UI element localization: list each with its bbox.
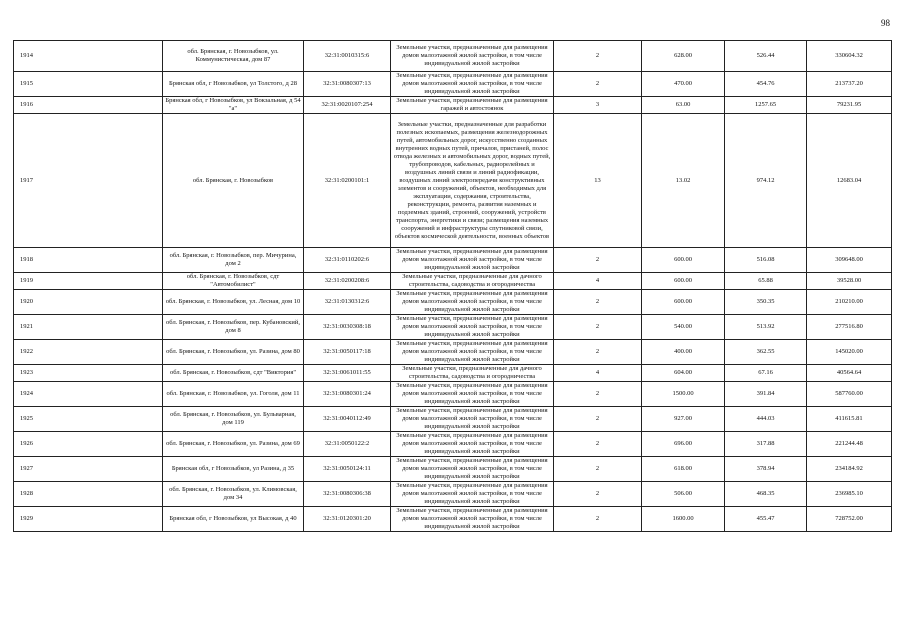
unit-value-cell: 513.92: [725, 315, 807, 340]
unit-value-cell: 454.76: [725, 72, 807, 97]
area-cell: 470.00: [642, 72, 725, 97]
group-number-cell: 4: [554, 365, 642, 382]
area-cell: 604.00: [642, 365, 725, 382]
table-body: [14, 41, 892, 532]
area-cell: 600.00: [642, 290, 725, 315]
area-cell: 600.00: [642, 248, 725, 273]
land-use-cell: Земельные участки, предназначенные для размещения домов малоэтажной жилой застройки, в том числе индивидуальной жилой застройки: [391, 457, 554, 482]
group-number-cell: 13: [554, 114, 642, 248]
area-cell: 540.00: [642, 315, 725, 340]
group-number-cell: 2: [554, 432, 642, 457]
area-cell: 696.00: [642, 432, 725, 457]
unit-value-cell: 350.35: [725, 290, 807, 315]
address-cell: обл. Брянская, г. Новозыбков, ул. Климовская, дом 34: [163, 482, 304, 507]
area-cell: 63.00: [642, 97, 725, 114]
land-use-cell: Земельные участки, предназначенные для дачного строительства, садоводства и огородничества: [391, 273, 554, 290]
row-number-cell: 1919: [14, 273, 163, 290]
area-cell: 1600.00: [642, 507, 725, 532]
cadastral-value-cell: 40564.64: [807, 365, 892, 382]
group-number-cell: 4: [554, 273, 642, 290]
area-cell: 400.00: [642, 340, 725, 365]
cadastral-value-cell: 234184.92: [807, 457, 892, 482]
cadastral-value-cell: 39528.00: [807, 273, 892, 290]
area-cell: 618.00: [642, 457, 725, 482]
land-use-cell: Земельные участки, предназначенные для размещения домов малоэтажной жилой застройки, в том числе индивидуальной жилой застройки: [391, 340, 554, 365]
address-cell: Брянская обл, г Новозыбков, ул Толстого, д 28: [163, 72, 304, 97]
table-row: [14, 365, 892, 382]
cadastral-value-cell: 12683.04: [807, 114, 892, 248]
table-row: [14, 114, 892, 248]
cadastral-number-cell: 32:31:0050117:18: [304, 340, 391, 365]
group-number-cell: 2: [554, 290, 642, 315]
table-row: [14, 482, 892, 507]
unit-value-cell: 378.94: [725, 457, 807, 482]
address-cell: обл. Брянская, г. Новозыбков, пер. Мичурина, дом 2: [163, 248, 304, 273]
address-cell: обл. Брянская, г. Новозыбков, ул. Гоголя, дом 11: [163, 382, 304, 407]
cadastral-number-cell: 32:31:0010315:6: [304, 41, 391, 72]
address-cell: обл. Брянская, г. Новозыбков, ул. Бульварная, дом 119: [163, 407, 304, 432]
land-use-cell: Земельные участки, предназначенные для размещения домов малоэтажной жилой застройки, в том числе индивидуальной жилой застройки: [391, 290, 554, 315]
cadastral-value-cell: 728752.00: [807, 507, 892, 532]
group-number-cell: 2: [554, 457, 642, 482]
cadastral-value-cell: 213737.20: [807, 72, 892, 97]
land-use-cell: Земельные участки, предназначенные для разработки полезных ископаемых, размещения железнодорожных путей, автомобильных дорог, искусственно созданных внутренних водных путей, причалов, пристаней, полос отвода железных и автомобильных дорог, водных путей, трубопроводов, кабельных, радиорелейных и воздушных линий связи и линий радиофикации, воздушных линий электропередачи конструктивных элементов и сооружений, объектов, необходимых для эксплуатации, содержания, строительства, реконструкции, ремонта, развития наземных и подземных зданий, строений, сооружений, устройств транспорта, энергетики и связи; размещения наземных сооружений и инфраструктуры спутниковой связи, объектов космической деятельности, военных объектов: [391, 114, 554, 248]
unit-value-cell: 1257.65: [725, 97, 807, 114]
land-use-cell: Земельные участки, предназначенные для размещения домов малоэтажной жилой застройки, в том числе индивидуальной жилой застройки: [391, 482, 554, 507]
unit-value-cell: 391.84: [725, 382, 807, 407]
row-number-cell: 1923: [14, 365, 163, 382]
area-cell: 927.00: [642, 407, 725, 432]
land-use-cell: Земельные участки, предназначенные для размещения домов малоэтажной жилой застройки, в том числе индивидуальной жилой застройки: [391, 248, 554, 273]
land-use-cell: Земельные участки, предназначенные для размещения домов малоэтажной жилой застройки, в том числе индивидуальной жилой застройки: [391, 507, 554, 532]
row-number-cell: 1924: [14, 382, 163, 407]
area-cell: 628.00: [642, 41, 725, 72]
row-number-cell: 1925: [14, 407, 163, 432]
unit-value-cell: 362.55: [725, 340, 807, 365]
cadastral-value-cell: 330604.32: [807, 41, 892, 72]
cadastral-number-cell: 32:31:0080307:13: [304, 72, 391, 97]
land-use-cell: Земельные участки, предназначенные для размещения гаражей и автостоянок: [391, 97, 554, 114]
address-cell: обл. Брянская, г. Новозыбков, ул. Лесная, дом 10: [163, 290, 304, 315]
land-use-cell: Земельные участки, предназначенные для размещения домов малоэтажной жилой застройки, в том числе индивидуальной жилой застройки: [391, 407, 554, 432]
address-cell: обл. Брянская, г. Новозыбков, ул. Разина, дом 69: [163, 432, 304, 457]
row-number-cell: 1922: [14, 340, 163, 365]
unit-value-cell: 974.12: [725, 114, 807, 248]
table-row: [14, 248, 892, 273]
group-number-cell: 2: [554, 340, 642, 365]
address-cell: Брянская обл, г Новозыбков, ул Разина, д 35: [163, 457, 304, 482]
land-use-cell: Земельные участки, предназначенные для размещения домов малоэтажной жилой застройки, в том числе индивидуальной жилой застройки: [391, 41, 554, 72]
cadastral-number-cell: 32:31:0020107:254: [304, 97, 391, 114]
group-number-cell: 2: [554, 248, 642, 273]
area-cell: 600.00: [642, 273, 725, 290]
row-number-cell: 1915: [14, 72, 163, 97]
unit-value-cell: 468.35: [725, 482, 807, 507]
cadastral-value-cell: 587760.00: [807, 382, 892, 407]
unit-value-cell: 317.88: [725, 432, 807, 457]
cadastral-number-cell: 32:31:0050122:2: [304, 432, 391, 457]
row-number-cell: 1916: [14, 97, 163, 114]
address-cell: Брянская обл, г Новозыбков, ул Высокая, д 40: [163, 507, 304, 532]
cadastral-number-cell: 32:31:0130312:6: [304, 290, 391, 315]
cadastral-value-cell: 221244.48: [807, 432, 892, 457]
land-use-cell: Земельные участки, предназначенные для размещения домов малоэтажной жилой застройки, в том числе индивидуальной жилой застройки: [391, 72, 554, 97]
table-row: [14, 290, 892, 315]
row-number-cell: 1914: [14, 41, 163, 72]
unit-value-cell: 67.16: [725, 365, 807, 382]
cadastral-number-cell: 32:31:0110202:6: [304, 248, 391, 273]
cadastral-number-cell: 32:31:0050124:11: [304, 457, 391, 482]
row-number-cell: 1920: [14, 290, 163, 315]
table-row: [14, 407, 892, 432]
land-use-cell: Земельные участки, предназначенные для размещения домов малоэтажной жилой застройки, в том числе индивидуальной жилой застройки: [391, 315, 554, 340]
address-cell: обл. Брянская, г. Новозыбков, ул. Разина, дом 80: [163, 340, 304, 365]
address-cell: обл. Брянская, г. Новозыбков, пер. Кубановский, дом 8: [163, 315, 304, 340]
cadastral-number-cell: 32:31:0030308:18: [304, 315, 391, 340]
row-number-cell: 1918: [14, 248, 163, 273]
address-cell: обл. Брянская, г. Новозыбков: [163, 114, 304, 248]
area-cell: 13.02: [642, 114, 725, 248]
cadastral-value-cell: 411615.81: [807, 407, 892, 432]
row-number-cell: 1927: [14, 457, 163, 482]
cadastral-number-cell: 32:31:0061011:55: [304, 365, 391, 382]
group-number-cell: 2: [554, 72, 642, 97]
address-cell: обл. Брянская, г. Новозыбков, ул. Коммунистическая, дом 87: [163, 41, 304, 72]
group-number-cell: 2: [554, 41, 642, 72]
table-row: [14, 382, 892, 407]
table-row: [14, 97, 892, 114]
group-number-cell: 2: [554, 482, 642, 507]
table-row: [14, 340, 892, 365]
area-cell: 1500.00: [642, 382, 725, 407]
group-number-cell: 2: [554, 407, 642, 432]
group-number-cell: 3: [554, 97, 642, 114]
cadastral-number-cell: 32:31:0040112:49: [304, 407, 391, 432]
address-cell: обл. Брянская, г. Новозыбков, сдт "Автомобилист": [163, 273, 304, 290]
cadastral-number-cell: 32:31:0200208:6: [304, 273, 391, 290]
table-row: [14, 457, 892, 482]
cadastral-value-cell: 145020.00: [807, 340, 892, 365]
cadastral-number-cell: 32:31:0120301:20: [304, 507, 391, 532]
row-number-cell: 1928: [14, 482, 163, 507]
cadastral-value-cell: 79231.95: [807, 97, 892, 114]
cadastral-value-cell: 210210.00: [807, 290, 892, 315]
cadastral-value-cell: 236985.10: [807, 482, 892, 507]
table-row: [14, 507, 892, 532]
address-cell: обл. Брянская, г. Новозыбков, сдт "Виктория": [163, 365, 304, 382]
table-row: [14, 315, 892, 340]
cadastral-value-cell: 309648.00: [807, 248, 892, 273]
table-row: [14, 432, 892, 457]
land-use-cell: Земельные участки, предназначенные для размещения домов малоэтажной жилой застройки, в том числе индивидуальной жилой застройки: [391, 432, 554, 457]
group-number-cell: 2: [554, 315, 642, 340]
cadastral-number-cell: 32:31:0200101:1: [304, 114, 391, 248]
table-row: [14, 273, 892, 290]
row-number-cell: 1929: [14, 507, 163, 532]
land-use-cell: Земельные участки, предназначенные для размещения домов малоэтажной жилой застройки, в том числе индивидуальной жилой застройки: [391, 382, 554, 407]
row-number-cell: 1917: [14, 114, 163, 248]
group-number-cell: 2: [554, 507, 642, 532]
table-row: [14, 41, 892, 72]
row-number-cell: 1921: [14, 315, 163, 340]
unit-value-cell: 65.88: [725, 273, 807, 290]
unit-value-cell: 444.03: [725, 407, 807, 432]
area-cell: 506.00: [642, 482, 725, 507]
unit-value-cell: 526.44: [725, 41, 807, 72]
cadastral-number-cell: 32:31:0080301:24: [304, 382, 391, 407]
land-use-cell: Земельные участки, предназначенные для дачного строительства, садоводства и огородничества: [391, 365, 554, 382]
cadastral-value-cell: 277516.80: [807, 315, 892, 340]
unit-value-cell: 516.08: [725, 248, 807, 273]
cadastral-number-cell: 32:31:0080306:38: [304, 482, 391, 507]
row-number-cell: 1926: [14, 432, 163, 457]
unit-value-cell: 455.47: [725, 507, 807, 532]
table-row: [14, 72, 892, 97]
address-cell: Брянская обл, г Новозыбков, ул Вокзальная, д 54 "а": [163, 97, 304, 114]
group-number-cell: 2: [554, 382, 642, 407]
page-number: 98: [881, 18, 890, 28]
land-plots-table: [13, 40, 892, 532]
